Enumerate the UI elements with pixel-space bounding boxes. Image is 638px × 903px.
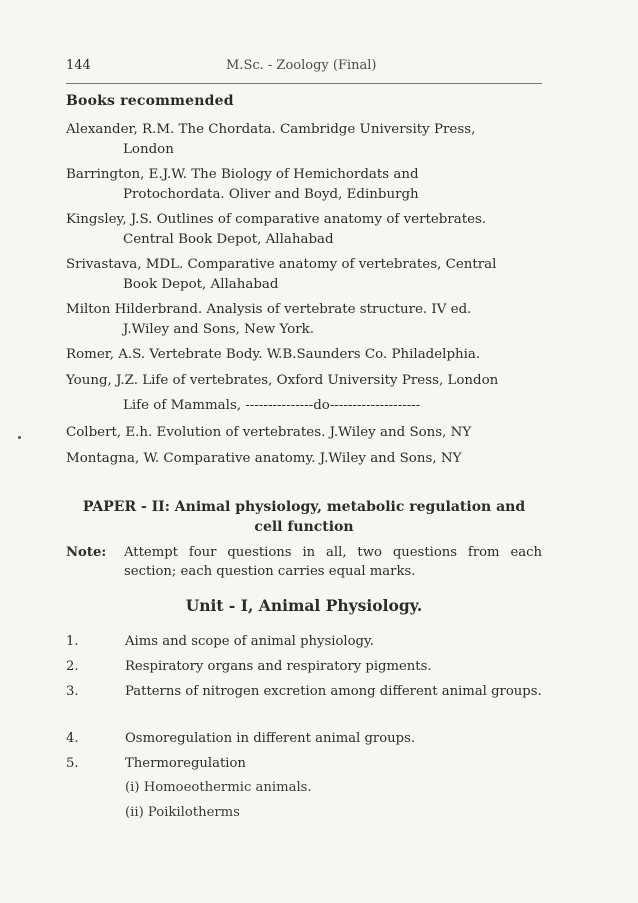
reference-item: Srivastava, MDL. Comparative anatomy of vertebrates, Central Book Depot, Allahabad [66, 257, 497, 292]
reference-item: Montagna, W. Comparative anatomy. J.Wiley and Sons, NY [66, 451, 462, 466]
note-label: Note: [66, 545, 107, 560]
reference-item: Young, J.Z. Life of vertebrates, Oxford University Press, London Life of Mammals, ---------------do-------------------- [66, 373, 499, 413]
margin-speck [18, 436, 21, 439]
reference-item: Barrington, E.J.W. The Biology of Hemichordats and Protochordata. Oliver and Boyd, Edinburgh [66, 167, 419, 202]
paper-title: PAPER - II: Animal physiology, metabolic regulation and cell function [82, 499, 526, 535]
reference-item: Kingsley, J.S. Outlines of comparative anatomy of vertebrates. Central Book Depot, Allahabad [66, 212, 487, 247]
note-text: Attempt four questions in all, two questions from each section; each question carries equal marks. [124, 545, 542, 579]
page-number: 144 [66, 58, 91, 73]
books-heading: Books recommended [66, 93, 234, 109]
reference-item: Colbert, E.h. Evolution of vertebrates. J.Wiley and Sons, NY [66, 425, 472, 440]
sub-item: (ii) Poikilotherms [125, 805, 240, 820]
unit-title: Unit - I, Animal Physiology. [185, 596, 423, 615]
document-page: 144 M.Sc. - Zoology (Final) Books recommended Alexander, R.M. The Chordata. Cambridge University Press, London Barrington, E.J.W. The Biology of Hemichordats and Protochordata. Oliver and Boyd, Edinburgh Kingsley, J.S. Outlines of comparative anatomy of vertebrates. Central Book Depot, Allahabad Srivastava, MDL. Comparative anatomy of vertebrates, Central Book Depot, Allahabad Milton Hilderbrand. Analysis of vertebrate structure. IV ed. J.Wiley and Sons, New York. Romer, A.S. Vertebrate Body. W.B.Saunders Co. Philadelphia. Young, J.Z. Life of vertebrates, Oxford University Press, London Life of Mammals, ---------------do-------------------- Colbert, E.h. Evolution of vertebrates. J.Wiley and Sons, NY Montagna, W. Comparative anatomy. J.Wiley and Sons, NY PAPER - II: Animal physiology, metabolic regulation and cell function Note: Attempt four questions in all, two questions from each section; each question carries equal marks. Unit - I, Animal Physiology. 1. Aims and scope of animal physiology. 2. Respiratory organs and respiratory pigments. 3. Patterns of nitrogen excretion among different animal groups. 4. Osmoregulation in different animal groups. 5. Thermoregulation (i) Homoeothermic animals. (ii) Poikilotherms [0, 0, 638, 903]
running-title: M.Sc. - Zoology (Final) [226, 58, 377, 73]
reference-item: Milton Hilderbrand. Analysis of vertebrate structure. IV ed. J.Wiley and Sons, New York. [66, 302, 472, 337]
reference-item: Alexander, R.M. The Chordata. Cambridge University Press, London [66, 122, 476, 157]
page-header [66, 58, 542, 78]
header-divider [66, 83, 542, 84]
sub-item: (i) Homoeothermic animals. [125, 780, 312, 795]
reference-item: Romer, A.S. Vertebrate Body. W.B.Saunders Co. Philadelphia. [66, 347, 481, 362]
